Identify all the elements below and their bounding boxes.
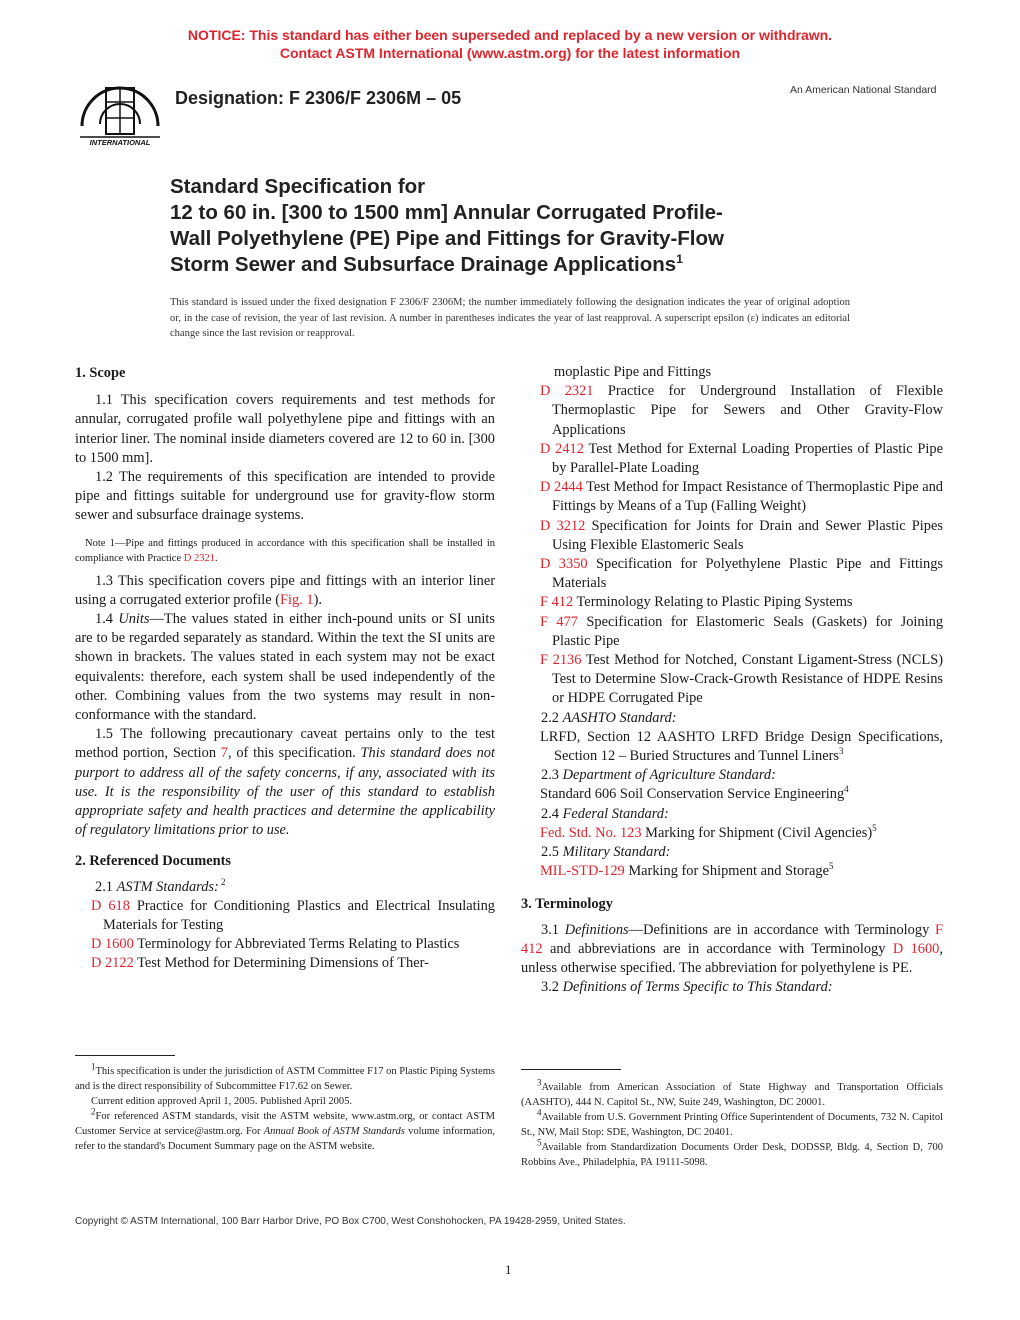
document-title	[170, 174, 870, 278]
astm-logo	[70, 74, 170, 154]
ref-item: D 618 Practice for Conditioning Plastics and Electrical Insulating Materials for Testing	[91, 897, 495, 934]
footnote-1: $^1$This specification is under the jurisdiction of ASTM Committee F17 on Plastic Piping Systems and is the direct responsibility of Subcommittee F17.62 on Sewer.	[75, 1061, 495, 1092]
ref-code-link[interactable]: D 2321	[540, 383, 594, 400]
left-column	[75, 364, 495, 974]
ref-item: D 2412 Test Method for External Loading Properties of Plastic Pipe by Parallel-Plate Loading	[540, 440, 943, 477]
footnote-rule-right	[521, 1069, 621, 1070]
footnote-5: $^5$Available from Standardization Documents Order Desk, DODSSP, Bldg. 4, Section D, 700 Robbins Ave., Philadelphia, PA 19111-5098.	[521, 1137, 943, 1168]
link-fig-1[interactable]: Fig. 1	[279, 591, 314, 608]
ref-code-link[interactable]: F 477	[540, 613, 579, 630]
terminology-heading: 3. Terminology	[521, 896, 613, 913]
ref-continuation: moplastic Pipe and Fittings	[554, 364, 712, 380]
issue-statement: This standard is issued under the fixed designation F 2306/F 2306M; the number immediately following the designation indicates the year of original adoption or, in the case of revision, the year of last revision. A number in parentheses indicates the year of last reapproval. A superscript epsilon (ε) indicates an editorial change since the last revision or reapproval.	[170, 297, 850, 339]
ref-item: F 2136 Test Method for Notched, Constant Ligament-Stress (NCLS) Test to Determine Slow-Crack-Growth Resistance of HDPE Resins or HDPE Corrugated Pipe	[540, 652, 943, 707]
mil-ref: MIL-STD-129 Marking for Shipment and Storage$^5$	[540, 861, 834, 880]
para-1-5: 1.5 The following precautionary caveat pertains only to the test method portion, Section 7, of this specification. This standard does not purport to address all of the safety concerns, if any, associated with its use. It is the responsibility of the user of this standard to establish appropriate safety and health practices and determine the applicability of regulatory limitations prior to use.	[75, 726, 495, 839]
mil-std-link[interactable]: MIL-STD-129	[540, 863, 625, 880]
scope-heading: 1. Scope	[75, 365, 126, 381]
para-2-1: 2.1 ASTM Standards: $^2$	[95, 876, 226, 895]
link-d2321[interactable]: D 2321	[183, 552, 215, 564]
ref-item: D 1600 Terminology for Abbreviated Terms Relating to Plastics	[91, 936, 460, 953]
ref-code-link[interactable]: D 3212	[540, 517, 586, 534]
para-1-4: 1.4 Units—The values stated in either inch-pound units or SI units are to be regarded separately as standard. Within the text the SI units are shown in brackets. The values stated in each system may not be exact equivalents: therefore, each system shall be used independently of the other. Combining values from the two systems may result in non-conformance with the standard.	[75, 611, 495, 724]
link-d1600[interactable]: D 1600	[892, 940, 940, 957]
title-line-2: 12 to 60 in. [300 to 1500 mm] Annular Corrugated Profile-	[170, 201, 723, 224]
designation: Designation: F 2306/F 2306M – 05	[175, 88, 462, 108]
para-3-1: 3.1 Definitions—Definitions are in accordance with Terminology F 412 and abbreviations are in accordance with Terminology D 1600, unless otherwise specified. The abbreviation for polyethylene is PE.	[521, 921, 943, 977]
ref-code-link[interactable]: F 412	[540, 594, 574, 611]
copyright: Copyright © ASTM International, 100 Barr Harbor Drive, PO Box C700, West Conshohocken, PA 19428-2959, United States.	[75, 1216, 626, 1227]
footnotes-right	[521, 1077, 943, 1170]
aashto-ref: LRFD, Section 12 AASHTO LRFD Bridge Design Specifications, Section 12 – Buried Structures and Tunnel Liners$^3$	[540, 728, 943, 765]
right-column	[521, 363, 943, 998]
ref-code-link[interactable]: D 2412	[540, 440, 584, 457]
notice-line-1: NOTICE: This standard has either been superseded and replaced by a new version or withdrawn.	[187, 27, 833, 43]
footnote-rule-left	[75, 1055, 175, 1056]
title-footnote-mark: 1	[676, 252, 683, 267]
logo-subtext: INTERNATIONAL	[89, 138, 151, 147]
ref-code-link[interactable]: D 2122	[91, 955, 134, 972]
ref-item: D 3350 Specification for Polyethylene Plastic Pipe and Fittings Materials	[540, 556, 943, 592]
withdrawal-notice	[0, 26, 1020, 62]
footnotes-left	[75, 1061, 495, 1154]
ref-code-link[interactable]: D 618	[91, 897, 130, 914]
page-number: 1	[505, 1262, 512, 1277]
footnote-4: $^4$Available from U.S. Government Printing Office Superintendent of Documents, 732 N. Capitol St., NW, Mail Stop: SDE, Washington, DC 20401.	[521, 1107, 943, 1138]
ref-item: D 2122 Test Method for Determining Dimensions of Ther-	[91, 955, 429, 972]
ref-code-link[interactable]: D 3350	[540, 556, 588, 573]
ref-code-link[interactable]: D 1600	[91, 936, 134, 953]
para-2-3: 2.3 Department of Agriculture Standard:	[541, 767, 776, 784]
para-1-2: 1.2 The requirements of this specification are intended to provide pipe and fittings suitable for underground use for gravity-flow storm sewer and subsurface drainage systems.	[75, 469, 495, 524]
american-national-standard: An American National Standard	[790, 84, 937, 96]
link-f412[interactable]: F 412	[521, 921, 943, 957]
para-3-2: 3.2 Definitions of Terms Specific to This Standard:	[541, 979, 833, 996]
para-1-1: 1.1 This specification covers requirements and test methods for annular, corrugated profile wall polyethylene pipe and fittings with an interior liner. The nominal inside diameters covered are 12 to 60 in. [300 to 1500 mm].	[75, 392, 495, 466]
footnote-2: $^2$For referenced ASTM standards, visit the ASTM website, www.astm.org, or contact ASTM Customer Service at service@astm.org. For Annual Book of ASTM Standards volume information, refer to the standard's Document Summary page on the ASTM website.	[75, 1106, 495, 1152]
ref-item: F 477 Specification for Elastomeric Seals (Gaskets) for Joining Plastic Pipe	[540, 613, 944, 649]
ref-item: F 412 Terminology Relating to Plastic Piping Systems	[540, 594, 853, 611]
ref-code-link[interactable]: F 2136	[540, 652, 582, 669]
footnote-1b: Current edition approved April 1, 2005. Published April 2005.	[91, 1096, 353, 1107]
refdocs-heading: 2. Referenced Documents	[75, 853, 231, 870]
para-1-3: 1.3 This specification covers pipe and fittings with an interior liner using a corrugated exterior profile (Fig. 1).	[75, 572, 495, 608]
para-2-4: 2.4 Federal Standard:	[541, 805, 669, 822]
link-section-7[interactable]: 7	[220, 745, 228, 762]
ref-item: D 2444 Test Method for Impact Resistance of Thermoplastic Pipe and Fittings by Means of a Tup (Falling Weight)	[540, 479, 943, 515]
fed-ref: Fed. Std. No. 123 Marking for Shipment (Civil Agencies)$^5$	[540, 823, 877, 841]
title-line-4: Storm Sewer and Subsurface Drainage Applications	[170, 253, 677, 276]
fed-std-link[interactable]: Fed. Std. No. 123	[540, 824, 642, 841]
notice-line-2: Contact ASTM International (www.astm.org) for the latest information	[279, 45, 741, 61]
ref-item: D 3212 Specification for Joints for Drain and Sewer Plastic Pipes Using Flexible Elastomeric Seals	[540, 517, 943, 553]
title-line-1: Standard Specification for	[170, 175, 426, 198]
title-line-3: Wall Polyethylene (PE) Pipe and Fittings for Gravity-Flow	[170, 227, 724, 250]
agri-ref: Standard 606 Soil Conservation Service Engineering$^4$	[540, 784, 849, 803]
para-2-2: 2.2 AASHTO Standard:	[541, 709, 677, 726]
footnote-3: $^3$Available from American Association of State Highway and Transportation Officials (AASHTO), 444 N. Capitol St., NW, Suite 249, Washington, DC 20001.	[521, 1077, 943, 1108]
note-1: Note 1—Pipe and fittings produced in accordance with this specification shall be installed in compliance with Practice D 2321.	[75, 537, 495, 564]
ref-item: D 2321 Practice for Underground Installation of Flexible Thermoplastic Pipe for Sewers and Other Gravity-Flow Applications	[540, 383, 943, 438]
ref-code-link[interactable]: D 2444	[540, 479, 583, 496]
para-2-5: 2.5 Military Standard:	[541, 844, 671, 861]
